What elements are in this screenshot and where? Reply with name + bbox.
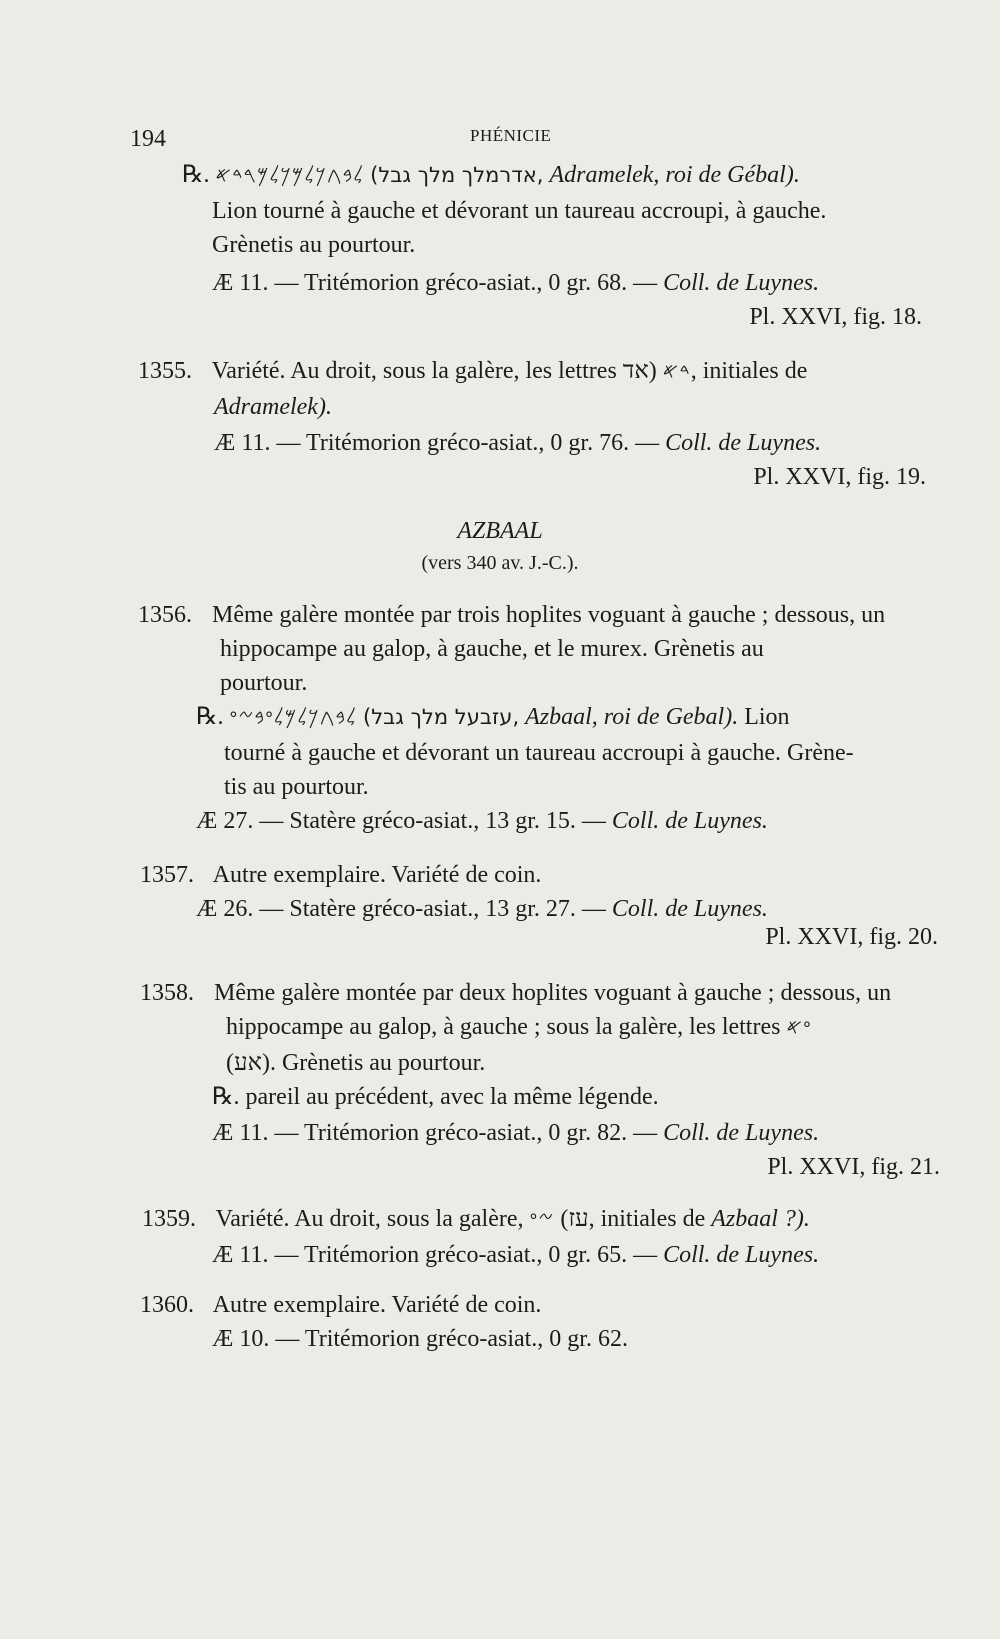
legend-line [196, 702, 790, 732]
plate-reference: Pl. XXVI, fig. 18. [749, 304, 922, 330]
catalog-entry-1357 [140, 860, 541, 890]
entry-text: ℞. pareil au précédent, avec la même légende. [212, 1084, 659, 1110]
section-date: (vers 340 av. J.-C.). [421, 552, 579, 574]
entry-text: Adramelek). [214, 394, 332, 420]
entry-text: hippocampe au galop, à gauche ; sous la galère, les lettres [226, 1014, 781, 1040]
legend-translation: Adramelek, roi de Gébal). [549, 162, 800, 188]
entry-number: 1359. [142, 1206, 196, 1232]
coin-metrics: Æ 11. — Tritémorion gréco-asiat., 0 gr. 68. — [212, 270, 658, 296]
coin-metrics: Æ 11. — Tritémorion gréco-asiat., 0 gr. 76. — [214, 430, 660, 456]
entry-number: 1358. [140, 980, 194, 1006]
section-heading: AZBAAL [457, 518, 543, 544]
entry-text: Même galère montée par trois hoplites voguant à gauche ; dessous, un [212, 602, 886, 628]
legend-line [182, 160, 800, 190]
catalog-entry-1360 [140, 1290, 541, 1320]
entry-text: Autre exemplaire. Variété de coin. [212, 1292, 542, 1318]
collection-name: Coll. de Luynes. [665, 430, 822, 456]
coin-metrics: Æ 11. — Tritémorion gréco-asiat., 0 gr. 65. — [212, 1242, 658, 1268]
entry-text: (אע). Grènetis au pourtour. [226, 1050, 486, 1076]
coin-metrics-line [196, 894, 768, 924]
running-head [130, 118, 930, 152]
entry-text: Azbaal ?). [711, 1206, 810, 1232]
catalog-entry-1359 [142, 1204, 810, 1234]
entry-text: tourné à gauche et dévorant un taureau accroupi à gauche. Grène- [224, 740, 854, 766]
plate-reference: Pl. XXVI, fig. 19. [753, 464, 926, 490]
entry-number: 1360. [140, 1292, 194, 1318]
page-number: 194 [130, 126, 166, 152]
coin-metrics: Æ 10. — Tritémorion gréco-asiat., 0 gr. 62. [212, 1326, 628, 1352]
entry-text: (עז, initiales de [560, 1206, 706, 1232]
hebrew-transcription: (אדרמלך מלך גבל, [370, 163, 544, 187]
entry-number: 1355. [138, 358, 192, 384]
collection-name: Coll. de Luynes. [611, 808, 768, 834]
collection-name: Coll. de Luynes. [663, 1120, 820, 1146]
legend-translation: Azbaal, roi de Gebal). [525, 704, 739, 730]
coin-metrics: Æ 26. — Statère gréco-asiat., 13 gr. 27. — [196, 896, 606, 922]
entry-text: pourtour. [220, 670, 308, 696]
entry-number: 1356. [138, 602, 192, 628]
phoenician-letters: 𐤃𐤀 [662, 359, 691, 383]
hebrew-transcription: (עזבעל מלך גבל, [363, 705, 520, 729]
collection-name: Coll. de Luynes. [663, 270, 820, 296]
phoenician-legend: 𐤋𐤁𐤂𐤊𐤋𐤌𐤊𐤋𐤌𐤓𐤃𐤀 [215, 163, 365, 187]
coin-metrics: Æ 11. — Tritémorion gréco-asiat., 0 gr. 82. — [212, 1120, 658, 1146]
reverse-mark: ℞. [196, 704, 224, 730]
coin-metrics-line [212, 1118, 819, 1148]
entry-text: Lion [744, 704, 790, 730]
description-line: Lion tourné à gauche et dévorant un taureau accroupi, à gauche. [212, 198, 827, 224]
catalog-entry-1358 [140, 978, 891, 1008]
running-title: PHÉNICIE [470, 126, 552, 145]
collection-name: Coll. de Luynes. [611, 896, 768, 922]
entry-text: Variété. Au droit, sous la galère, [215, 1206, 524, 1232]
entry-text: (אד, initiales de [622, 358, 808, 384]
description-line: Grènetis au pourtour. [212, 232, 416, 258]
entry-text: hippocampe au galop, à gauche, et le murex. Grènetis au [220, 636, 764, 662]
phoenician-legend: 𐤋𐤁𐤂𐤊𐤋𐤌𐤋𐤏𐤁𐤆𐤏 [229, 705, 358, 729]
reverse-mark: ℞. [182, 162, 210, 188]
coin-metrics: Æ 27. — Statère gréco-asiat., 13 gr. 15. — [196, 808, 606, 834]
plate-reference: Pl. XXVI, fig. 20. [765, 924, 938, 950]
entry-number: 1357. [140, 862, 194, 888]
coin-metrics-line [212, 268, 819, 298]
plate-reference: Pl. XXVI, fig. 21. [767, 1154, 940, 1180]
catalog-entry-1356 [138, 600, 885, 630]
catalog-entry-1355 [138, 356, 807, 386]
entry-text: Autre exemplaire. Variété de coin. [212, 862, 542, 888]
entry-text: Même galère montée par deux hoplites voguant à gauche ; dessous, un [214, 980, 892, 1006]
coin-metrics-line [196, 806, 768, 836]
entry-text: Variété. Au droit, sous la galère, les lettres [211, 358, 617, 384]
phoenician-letters: 𐤆𐤏 [529, 1207, 555, 1231]
entry-text: tis au pourtour. [224, 774, 369, 800]
collection-name: Coll. de Luynes. [663, 1242, 820, 1268]
coin-metrics-line [214, 428, 821, 458]
coin-metrics-line [212, 1240, 819, 1270]
entry-text-line [226, 1012, 812, 1042]
phoenician-letters: 𐤏𐤀 [786, 1015, 812, 1039]
